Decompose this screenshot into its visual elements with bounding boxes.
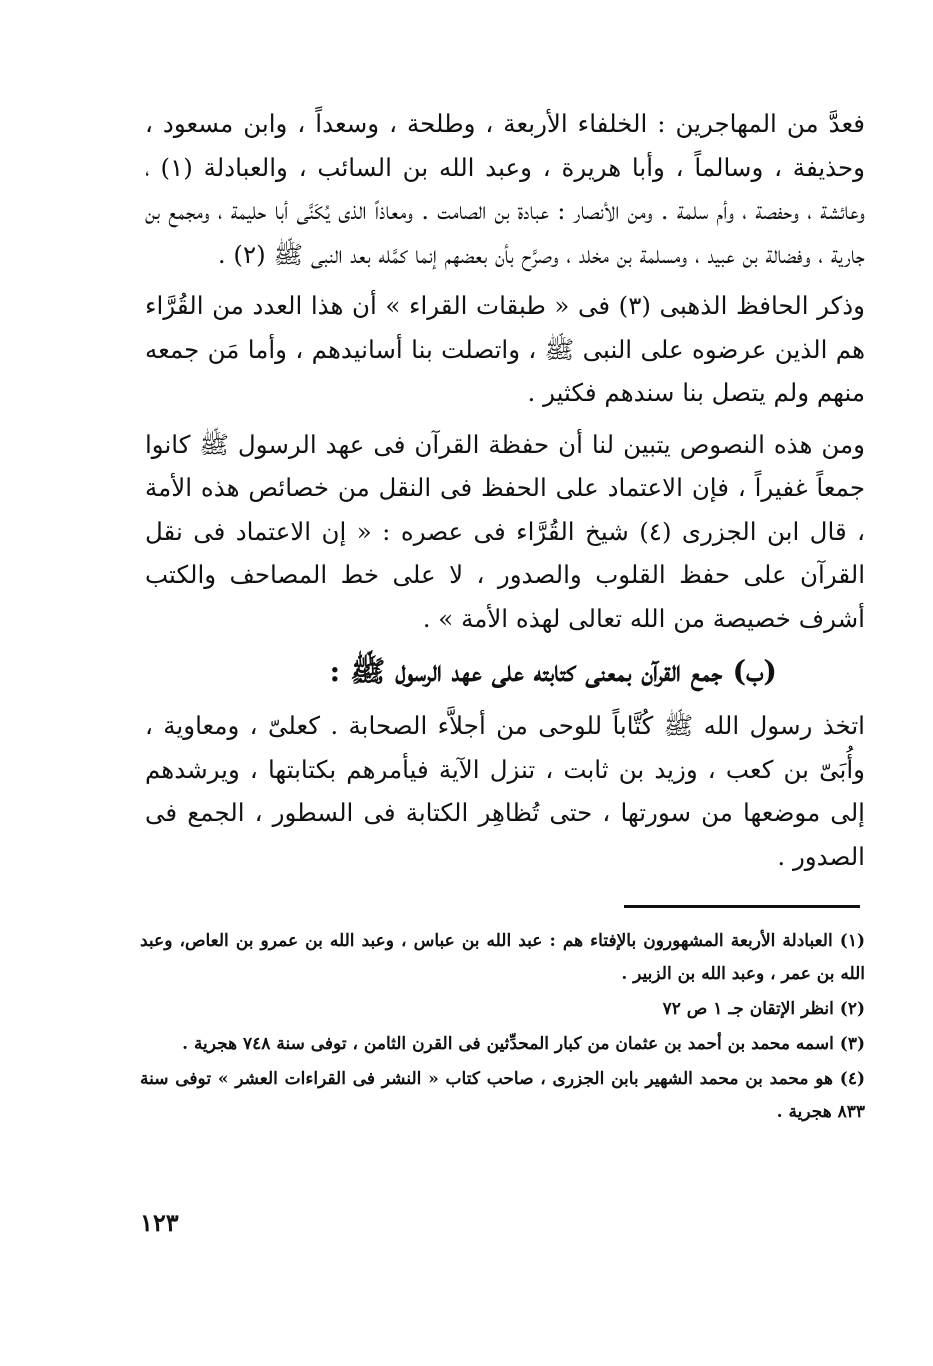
footnote-4: (٤) هو محمد بن محمد الشهير بابن الجزرى ، صاحب كتاب « النشر فى القراءات العشر » توفى سنة ٨٣٣ هجرية . [140, 1069, 865, 1122]
paragraph-1: فعدَّ من المهاجرين : الخلفاء الأربعة ، وطلحة ، وسعداً ، وابن مسعود ، وحذيفة ، وسالماً ، وأبا هريرة ، وعبد الله بن السائب ، والعبادلة (١) ، وعائشة ، وحفصة ، وأم سلمة . ومن الأنصار : عبادة بن الصامت . ومعاذاً الذى يُكَنَّى أبا حليمة ، ومجمع بن جارية ، وفضالة بن عبيد ، ومسلمة بن مخلد ، وصرَّح بأن بعضهم إنما كمَّله بعد النبى ﷺ (٢) . [145, 109, 865, 269]
footnote-divider [624, 905, 860, 908]
page-number: ١٢٣ [140, 1208, 179, 1237]
paragraph-3: ومن هذه النصوص يتبين لنا أن حفظة القرآن فى عهد الرسول ﷺ كانوا جمعاً غفيراً ، فإن الاعتماد على الحفظ فى النقل من خصائص هذه الأمة ، قال ابن الجزرى (٤) شيخ القُرَّاء فى عصره : « إن الاعتماد فى نقل القرآن على حفظ القلوب والصدور ، لا على خط المصاحف والكتب أشرف خصيصة من الله تعالى لهذه الأمة » . [145, 429, 866, 633]
paragraph-2: وذكر الحافظ الذهبى (٣) فى « طبقات القراء » أن هذا العدد من القُرَّاء هم الذين عرضوه على النبى ﷺ ، واتصلت بنا أسانيدهم ، وأما مَن جمعه منهم ولم يتصل بنا سندهم فكثير . [145, 291, 866, 407]
footnote-2: (٢) انظر الإتقان جـ ١ ص ٧٢ [662, 999, 865, 1019]
main-text [145, 102, 865, 886]
footnote-1: (١) العبادلة الأربعة المشهورون بالإفتاء هم : عبد الله بن عباس ، وعبد الله بن عمرو بن العاص، وعبد الله بن عمر ، وعبد الله بن الزبير . [140, 931, 865, 984]
footnote-3: (٣) اسمه محمد بن أحمد بن عثمان من كبار المحدِّثين فى القرن الثامن ، توفى سنة ٧٤٨ هجرية . [182, 1034, 865, 1054]
footnotes [140, 925, 865, 1131]
paragraph-4: اتخذ رسول الله ﷺ كُتَّاباً للوحى من أجلاَّء الصحابة . كعلىّ ، ومعاوية ، وأُبَىّ بن كعب ، وزيد بن ثابت ، تنزل الآية فيأمرهم بكتابتها ، ويرشدهم إلى موضعها من سورتها ، حتى تُظاهِر الكتابة فى السطور ، الجمع فى الصدور . [145, 711, 865, 871]
section-heading: (ب) جمع القرآن بمعنى كتابته على عهد الرسول ﷺ : [329, 654, 777, 688]
